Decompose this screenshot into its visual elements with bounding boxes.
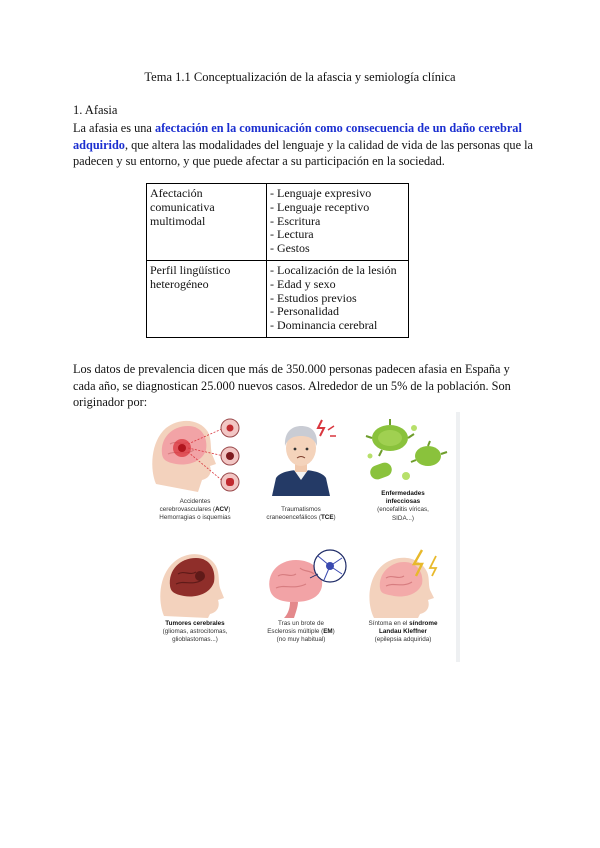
- list-item: - Estudios previos: [270, 290, 357, 305]
- tce-line2-bold: TCE: [320, 514, 334, 522]
- acv-line3: Hemorragias o isquemias: [159, 514, 231, 522]
- intro-highlight: afectación en la comunicación como consecuencia de un daño cerebral adquirido: [73, 121, 522, 152]
- virus-icon: [352, 414, 458, 496]
- tce-line2-post: ): [333, 514, 336, 522]
- tce-line2-pre: craneoencefálicos (: [266, 514, 321, 522]
- list-item: - Lenguaje receptivo: [270, 199, 370, 214]
- table-items-cell: [267, 184, 409, 261]
- acv-line2-post: ): [228, 506, 231, 514]
- acv-line2-pre: cerebrovasculares (: [159, 506, 215, 514]
- neuron-brain-icon: [248, 546, 354, 618]
- tumor-line2: (gliomas, astrocitomas,: [162, 628, 228, 636]
- em-line2-post: ): [332, 628, 335, 636]
- prevalence-paragraph: Los datos de prevalencia dicen que más de 350.000 personas padecen afasia en España y cada año, se diagnostican 25.000 nuevos casos. Alrededor de un 5% de la población. Son originador por:: [73, 362, 511, 409]
- infection-line4: SIDA...): [391, 514, 415, 522]
- em-line3: (no muy habitual): [276, 636, 326, 644]
- landau-line3: (epilepsia adquirida): [374, 636, 432, 644]
- table-row: [147, 184, 409, 261]
- intro-after: , que altera las modalidades del lenguaje y la calidad de vida de las personas que la padecen y su entorno, y que puede afectar a su participación en la sociedad.: [73, 137, 533, 168]
- brain-tumor-icon: [142, 546, 248, 618]
- summary-table: [146, 183, 409, 338]
- infection-bold1: Enfermedades: [381, 490, 425, 497]
- intro-paragraph: [73, 120, 533, 170]
- infection-illustration: [352, 414, 458, 496]
- em-line1: Tras un brote de: [278, 620, 324, 627]
- intro-before: La afasia es una: [73, 121, 155, 135]
- list-item: - Gestos: [270, 241, 310, 256]
- landau-bold2: Landau Kleffner: [379, 628, 427, 636]
- landau-line1-bold: síndrome: [409, 620, 438, 627]
- list-item: - Lenguaje expresivo: [270, 186, 372, 200]
- infection-caption: [348, 490, 458, 523]
- list-item: - Localización de la lesión: [270, 262, 397, 277]
- landau-line1-pre: Síntoma en el: [368, 620, 410, 627]
- em-line2-pre: Esclerosis múltiple (: [267, 628, 324, 636]
- landau-illustration: [352, 546, 458, 618]
- table-label-cell: Afectación comunicativa multimodal: [147, 184, 267, 261]
- acv-illustration: [142, 414, 248, 496]
- causes-infographic: [140, 412, 460, 662]
- em-caption: [246, 620, 356, 645]
- tumor-line3: glioblastomas...): [172, 636, 218, 644]
- head-trauma-person-icon: [248, 414, 354, 496]
- em-illustration: [248, 546, 354, 618]
- tce-line1: Traumatismos: [281, 506, 321, 513]
- acv-line2-bold: ACV: [214, 506, 229, 514]
- landau-caption: [348, 620, 458, 645]
- stroke-head-icon: [142, 414, 248, 496]
- tumor-bold1: Tumores cerebrales: [165, 620, 225, 627]
- infection-bold2: infecciosas: [385, 498, 421, 506]
- seizure-head-icon: [352, 546, 458, 618]
- em-line2-bold: EM: [323, 628, 333, 636]
- infection-line3: (encefalitis víricas,: [377, 506, 429, 514]
- section-heading: 1. Afasia: [73, 103, 118, 117]
- table-row: [147, 260, 409, 337]
- acv-caption: [140, 498, 250, 523]
- list-item: - Dominancia cerebral: [270, 318, 378, 333]
- table-items-cell: [267, 260, 409, 337]
- acv-line1: Accidentes: [179, 498, 211, 505]
- table-label-cell: Perfil lingüístico heterogéneo: [147, 260, 267, 337]
- list-item: - Escritura: [270, 213, 321, 228]
- list-item: - Lectura: [270, 227, 314, 242]
- list-item: - Personalidad: [270, 304, 339, 319]
- list-item: - Edad y sexo: [270, 276, 336, 291]
- tumor-caption: [140, 620, 250, 645]
- tce-caption: [246, 506, 356, 522]
- tce-illustration: [248, 414, 354, 496]
- tumor-illustration: [142, 546, 248, 618]
- page-title: Tema 1.1 Conceptualización de la afascia y semiología clínica: [144, 70, 456, 84]
